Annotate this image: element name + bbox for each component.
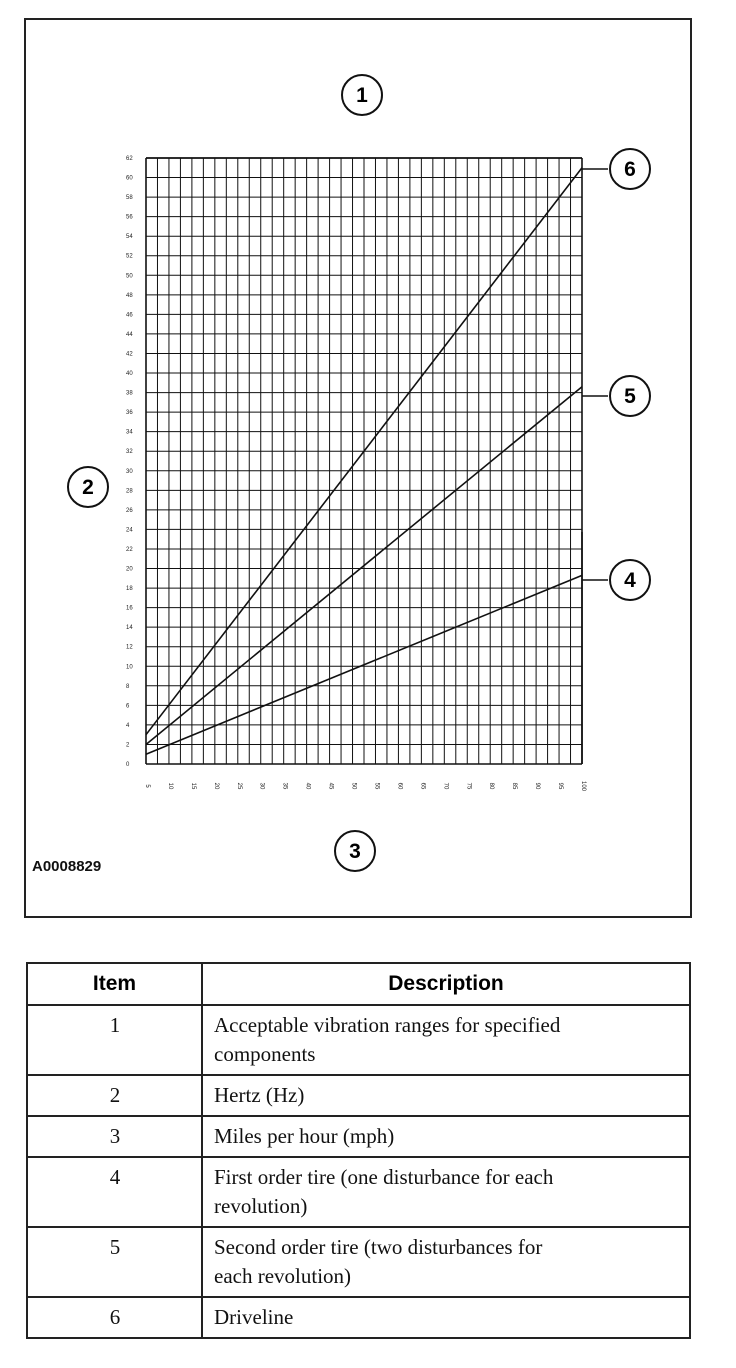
table-row: [27, 1005, 690, 1075]
callout-6-label: 6: [624, 158, 636, 181]
y-tick-label: 36: [126, 410, 133, 417]
item-description: [202, 1227, 690, 1297]
y-tick-label: 56: [126, 214, 133, 221]
item-column-header: Item: [27, 963, 202, 1005]
x-tick-label: 15: [189, 782, 196, 790]
y-tick-label: 28: [126, 488, 133, 495]
y-tick-label: 48: [126, 292, 133, 299]
y-axis-ticks: [126, 156, 133, 768]
table-row: [27, 1075, 690, 1116]
y-tick-label: 24: [126, 527, 133, 534]
x-tick-label: 95: [557, 782, 564, 790]
description-line: Acceptable vibration ranges for specified: [214, 1013, 561, 1037]
callout-5: [610, 376, 650, 416]
x-tick-label: 70: [442, 782, 449, 790]
item-number: 4: [27, 1157, 202, 1227]
callout-1: [342, 75, 382, 115]
y-tick-label: 38: [126, 390, 133, 397]
chart-grid: [146, 158, 582, 764]
item-description: Driveline: [202, 1297, 690, 1338]
item-number: 3: [27, 1116, 202, 1157]
x-tick-label: 10: [166, 782, 173, 790]
y-tick-label: 0: [126, 762, 130, 768]
y-tick-label: 8: [126, 683, 130, 690]
callout-3-label: 3: [349, 840, 361, 863]
callout-4: [610, 560, 650, 600]
figure-id: A0008829: [32, 858, 102, 875]
x-tick-label: 50: [350, 782, 357, 790]
y-tick-label: 62: [126, 156, 133, 162]
callout-4-label: 4: [624, 569, 636, 592]
y-tick-label: 34: [126, 429, 133, 436]
y-tick-label: 10: [126, 664, 133, 671]
callout-2-label: 2: [82, 476, 94, 499]
y-tick-label: 44: [126, 331, 133, 338]
y-tick-label: 14: [126, 625, 133, 632]
x-tick-label: 60: [396, 782, 403, 790]
item-description: [202, 1157, 690, 1227]
y-tick-label: 60: [126, 175, 133, 182]
item-number: 6: [27, 1297, 202, 1338]
y-tick-label: 16: [126, 605, 133, 612]
table-row: [27, 1227, 690, 1297]
x-axis-ticks: [144, 781, 586, 792]
table-row: [27, 1116, 690, 1157]
y-tick-label: 12: [126, 644, 133, 651]
x-tick-label: 25: [235, 782, 242, 790]
item-number: 1: [27, 1005, 202, 1075]
callout-5-label: 5: [624, 385, 636, 408]
x-tick-label: 90: [534, 782, 541, 790]
item-number: 5: [27, 1227, 202, 1297]
callout-2: [68, 467, 108, 507]
x-tick-label: 20: [212, 782, 219, 790]
description-line: each revolution): [214, 1264, 352, 1288]
legend-header-row: [27, 963, 690, 1005]
y-tick-label: 4: [126, 722, 130, 729]
description-line: revolution): [214, 1194, 308, 1218]
table-row: [27, 1157, 690, 1227]
x-tick-label: 55: [373, 782, 380, 790]
x-tick-label: 5: [144, 784, 150, 788]
x-tick-label: 30: [258, 782, 265, 790]
y-tick-label: 32: [126, 449, 133, 456]
x-tick-label: 65: [419, 782, 426, 790]
x-tick-label: 45: [327, 782, 334, 790]
y-tick-label: 20: [126, 566, 133, 573]
x-tick-label: 100: [580, 780, 586, 792]
x-tick-label: 35: [281, 782, 288, 790]
y-tick-label: 6: [126, 703, 130, 710]
y-tick-label: 50: [126, 273, 133, 280]
y-tick-label: 40: [126, 371, 133, 378]
x-tick-label: 80: [488, 782, 495, 790]
y-tick-label: 46: [126, 312, 133, 319]
item-number: 2: [27, 1075, 202, 1116]
table-row: [27, 1297, 690, 1338]
x-tick-label: 85: [511, 782, 518, 790]
y-tick-label: 58: [126, 195, 133, 202]
description-line: Second order tire (two disturbances for: [214, 1235, 543, 1259]
callout-6: [610, 149, 650, 189]
description-column-header: Description: [202, 963, 690, 1005]
y-tick-label: 54: [126, 234, 133, 241]
description-line: components: [214, 1042, 316, 1066]
x-tick-label: 75: [465, 782, 472, 790]
y-tick-label: 18: [126, 586, 133, 593]
description-line: First order tire (one disturbance for each: [214, 1165, 554, 1189]
y-tick-label: 42: [126, 351, 133, 358]
y-tick-label: 30: [126, 468, 133, 475]
x-tick-label: 40: [304, 782, 311, 790]
callout-3: [335, 831, 375, 871]
y-tick-label: 2: [126, 742, 130, 749]
y-tick-label: 26: [126, 507, 133, 514]
item-description: Hertz (Hz): [202, 1075, 690, 1116]
y-tick-label: 52: [126, 253, 133, 260]
item-description: [202, 1005, 690, 1075]
item-description: Miles per hour (mph): [202, 1116, 690, 1157]
callout-1-label: 1: [356, 84, 368, 107]
y-tick-label: 22: [126, 546, 133, 553]
legend-table: [26, 962, 691, 1339]
